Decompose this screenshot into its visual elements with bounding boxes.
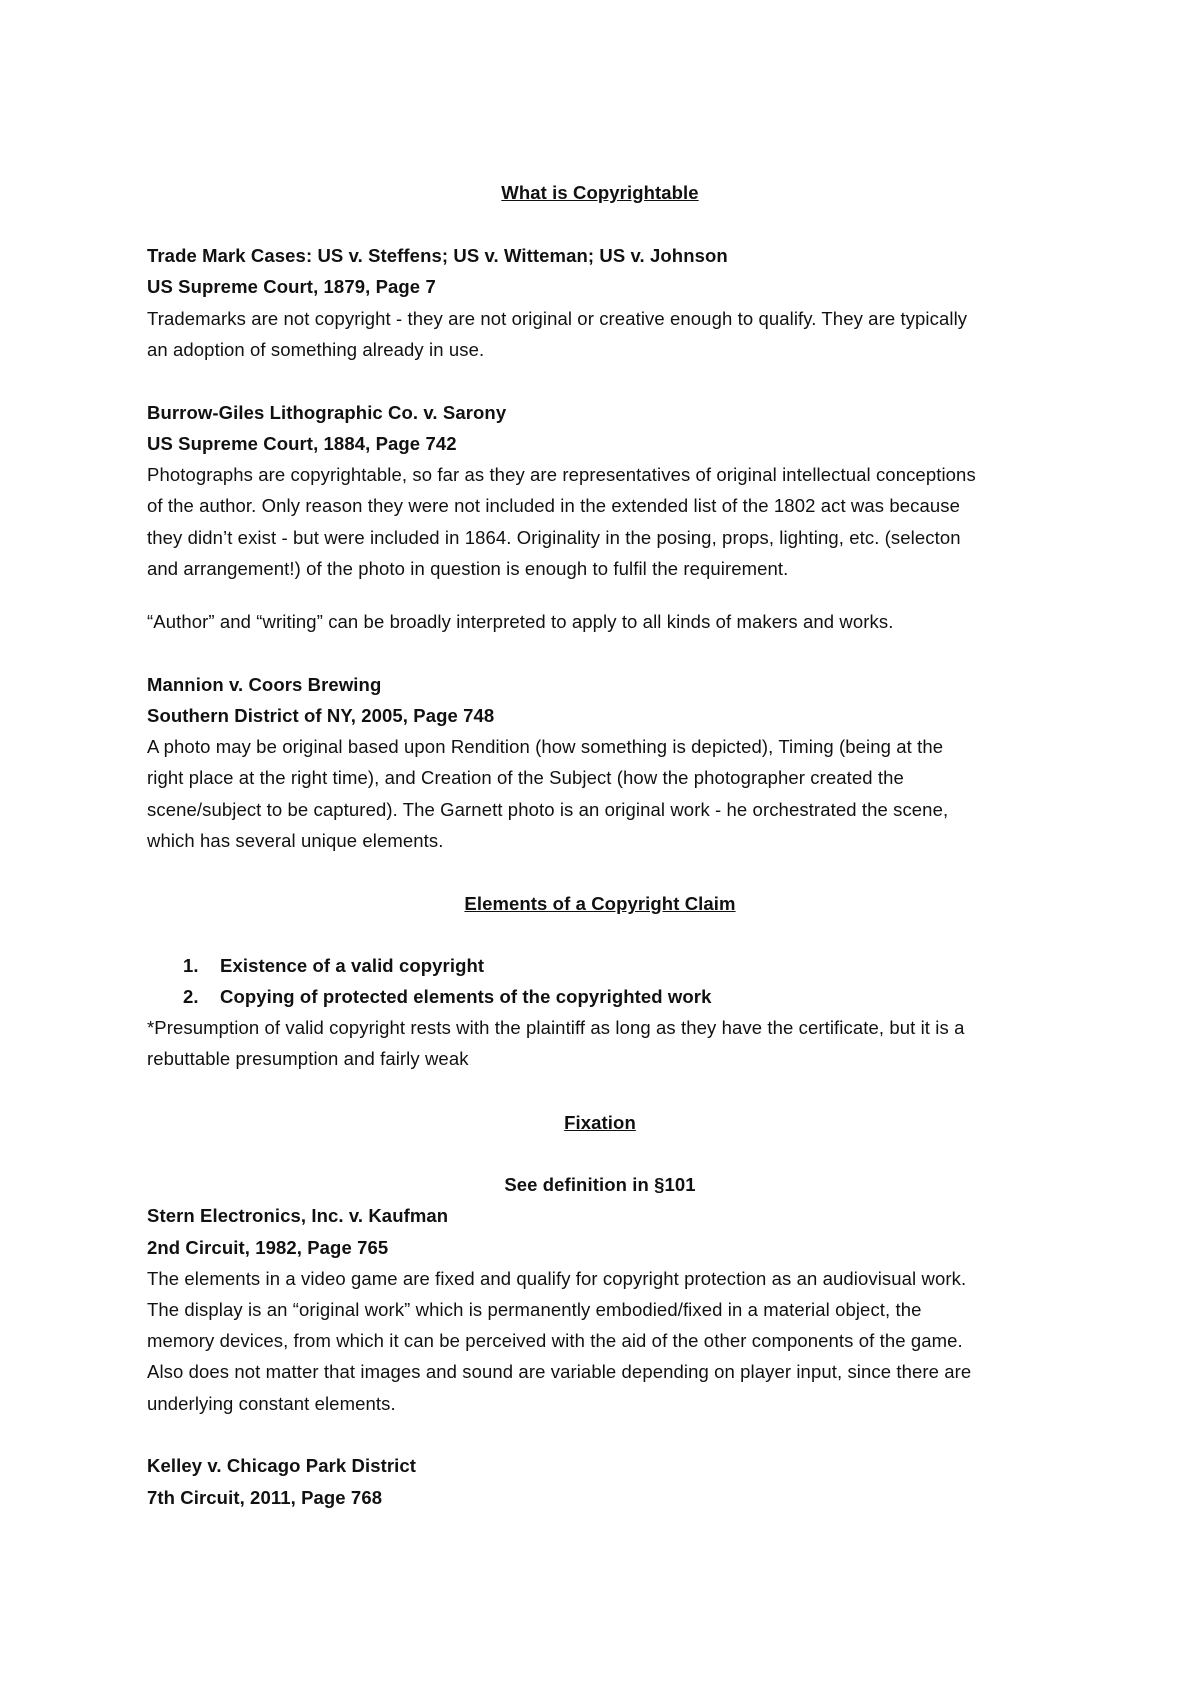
case-body-line: and arrangement!) of the photo in question is enough to fulfil the requirement.: [147, 558, 789, 579]
case-name: Trade Mark Cases: US v. Steffens; US v. Witteman; US v. Johnson: [147, 245, 728, 266]
case-body-line: The elements in a video game are fixed and qualify for copyright protection as an audiovisual work.: [147, 1268, 967, 1289]
case-body-line: Trademarks are not copyright - they are not original or creative enough to qualify. They are typically: [147, 308, 968, 329]
case-court: 7th Circuit, 2011, Page 768: [147, 1487, 383, 1508]
case-body-line: underlying constant elements.: [147, 1393, 396, 1414]
case-body-line: of the author. Only reason they were not included in the extended list of the 1802 act was because: [147, 495, 961, 516]
case-note: “Author” and “writing” can be broadly interpreted to apply to all kinds of makers and works.: [147, 611, 894, 632]
case-court: Southern District of NY, 2005, Page 748: [147, 705, 495, 726]
case-body-line: right place at the right time), and Creation of the Subject (how the photographer created the: [147, 767, 904, 788]
case-body-line: which has several unique elements.: [147, 830, 444, 851]
case-name: Burrow-Giles Lithographic Co. v. Sarony: [147, 402, 507, 423]
case-body-line: Also does not matter that images and sound are variable depending on player input, since there are: [147, 1361, 972, 1382]
list-item-number: 2.: [183, 986, 199, 1007]
section-heading-fixation: Fixation: [564, 1112, 636, 1133]
case-name: Kelley v. Chicago Park District: [147, 1455, 417, 1476]
case-body-line: The display is an “original work” which is permanently embodied/fixed in a material object, the: [147, 1299, 922, 1320]
case-body-line: they didn’t exist - but were included in 1864. Originality in the posing, props, lighting, etc. (selecton: [147, 527, 961, 548]
section-heading-copyrightable: What is Copyrightable: [501, 182, 699, 203]
case-court: US Supreme Court, 1884, Page 742: [147, 433, 457, 454]
list-item-number: 1.: [183, 955, 199, 976]
note-line: rebuttable presumption and fairly weak: [147, 1048, 469, 1069]
list-item-text: Copying of protected elements of the copyrighted work: [220, 986, 712, 1007]
list-item-text: Existence of a valid copyright: [220, 955, 485, 976]
section-subheading: See definition in §101: [504, 1174, 696, 1195]
case-body-line: memory devices, from which it can be perceived with the aid of the other components of the game.: [147, 1330, 963, 1351]
case-body-line: an adoption of something already in use.: [147, 339, 485, 360]
case-body-line: A photo may be original based upon Rendition (how something is depicted), Timing (being at the: [147, 736, 944, 757]
case-name: Stern Electronics, Inc. v. Kaufman: [147, 1205, 449, 1226]
case-court: US Supreme Court, 1879, Page 7: [147, 276, 436, 297]
case-body-line: scene/subject to be captured). The Garnett photo is an original work - he orchestrated the scene,: [147, 799, 949, 820]
case-name: Mannion v. Coors Brewing: [147, 674, 382, 695]
section-heading-elements: Elements of a Copyright Claim: [464, 893, 736, 914]
case-court: 2nd Circuit, 1982, Page 765: [147, 1237, 389, 1258]
case-body-line: Photographs are copyrightable, so far as they are representatives of original intellectual conceptions: [147, 464, 976, 485]
note-line: *Presumption of valid copyright rests with the plaintiff as long as they have the certificate, but it is a: [147, 1017, 965, 1038]
